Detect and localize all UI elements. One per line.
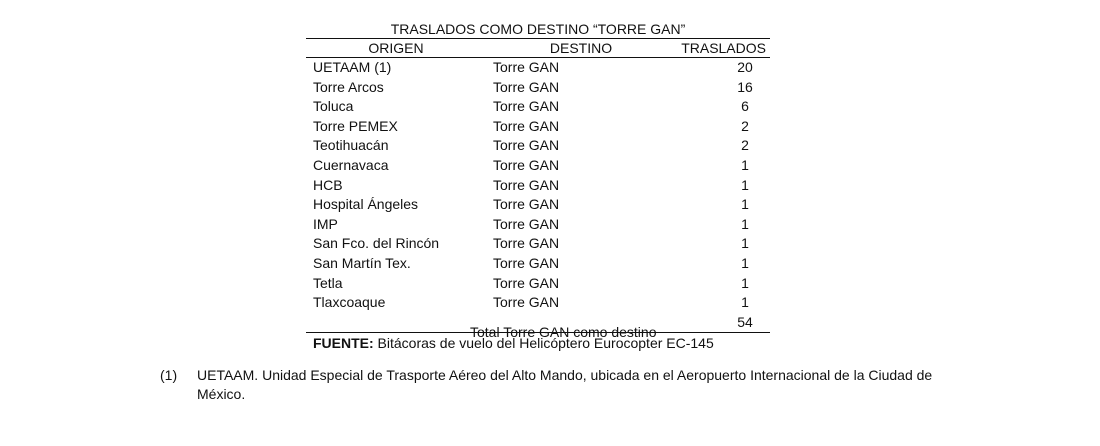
cell-origen: UETAAM (1): [313, 59, 392, 75]
cell-origen: Teotihuacán: [313, 137, 389, 154]
table-header-row: [306, 39, 770, 58]
cell-origen: San Fco. del Rincón: [313, 235, 440, 252]
footnote-text: UETAAM. Unidad Especial de Trasporte Aéreo del Alto Mando, ubicada en el Aeropuerto Internacional de la Ciudad de México.: [197, 367, 933, 402]
cell-origen: Toluca: [313, 98, 354, 115]
total-value: 54: [737, 313, 753, 330]
table-row: [306, 156, 770, 176]
cell-origen: Torre Arcos: [313, 78, 384, 95]
cell-destino: Torre GAN: [493, 196, 560, 213]
total-label: Total Torre GAN como destino: [470, 323, 657, 340]
cell-destino: Torre GAN: [493, 294, 560, 311]
table-row: [306, 58, 770, 78]
header-origen: ORIGEN: [306, 39, 486, 58]
transfers-table-block: [306, 20, 770, 352]
table-row: [306, 78, 770, 98]
table-row: [306, 195, 770, 215]
cell-destino: Torre GAN: [493, 117, 560, 134]
cell-origen: Hospital Ángeles: [313, 196, 419, 213]
cell-traslados: 20: [737, 59, 753, 75]
cell-destino: Torre GAN: [493, 254, 560, 271]
cell-traslados: 1: [741, 274, 749, 291]
source-text: Bitácoras de vuelo del Helicóptero Eurocopter EC-145: [373, 335, 714, 352]
cell-origen: Torre PEMEX: [313, 117, 398, 134]
table-row: [306, 176, 770, 196]
cell-traslados: 1: [741, 235, 749, 252]
cell-traslados: 2: [741, 137, 749, 154]
transfers-table: [306, 38, 770, 340]
cell-traslados: 16: [737, 78, 753, 95]
cell-destino: Torre GAN: [493, 156, 560, 173]
table-row: [306, 293, 770, 313]
cell-destino: Torre GAN: [493, 137, 560, 154]
table-row: [306, 254, 770, 274]
cell-destino: Torre GAN: [493, 215, 560, 232]
cell-destino: Torre GAN: [493, 78, 560, 95]
table-row: [306, 274, 770, 294]
cell-origen: HCB: [313, 176, 343, 193]
cell-origen: Tetla: [313, 274, 343, 291]
total-label-cell: [470, 313, 676, 340]
cell-traslados: 1: [741, 196, 749, 213]
cell-traslados: 1: [741, 215, 749, 232]
table-body: [306, 58, 770, 340]
cell-origen: Cuernavaca: [313, 156, 389, 173]
table-total-row: [306, 313, 770, 333]
header-destino: DESTINO: [486, 39, 676, 58]
table-row: [306, 117, 770, 137]
cell-destino: Torre GAN: [493, 98, 560, 115]
cell-destino: Torre GAN: [493, 274, 560, 291]
table-row: [306, 215, 770, 235]
cell-traslados: 6: [741, 98, 749, 115]
cell-traslados: 1: [741, 176, 749, 193]
cell-destino: Torre GAN: [493, 59, 560, 75]
total-spacer: [306, 313, 486, 333]
table-row: [306, 136, 770, 156]
source-label: FUENTE:: [313, 335, 374, 352]
footnote: [160, 366, 960, 404]
cell-destino: Torre GAN: [493, 176, 560, 193]
cell-origen: San Martín Tex.: [313, 254, 411, 271]
footnote-number: (1): [160, 367, 178, 383]
cell-traslados: 2: [741, 117, 749, 134]
cell-origen: IMP: [313, 215, 338, 232]
cell-traslados: 1: [741, 294, 749, 311]
table-row: [306, 234, 770, 254]
cell-traslados: 1: [741, 254, 749, 271]
cell-origen: Tlaxcoaque: [313, 294, 386, 311]
table-row: [306, 97, 770, 117]
cell-traslados: 1: [741, 156, 749, 173]
table-title: TRASLADOS COMO DESTINO “TORRE GAN”: [390, 21, 686, 37]
header-traslados: TRASLADOS: [676, 39, 770, 58]
cell-destino: Torre GAN: [493, 235, 560, 252]
